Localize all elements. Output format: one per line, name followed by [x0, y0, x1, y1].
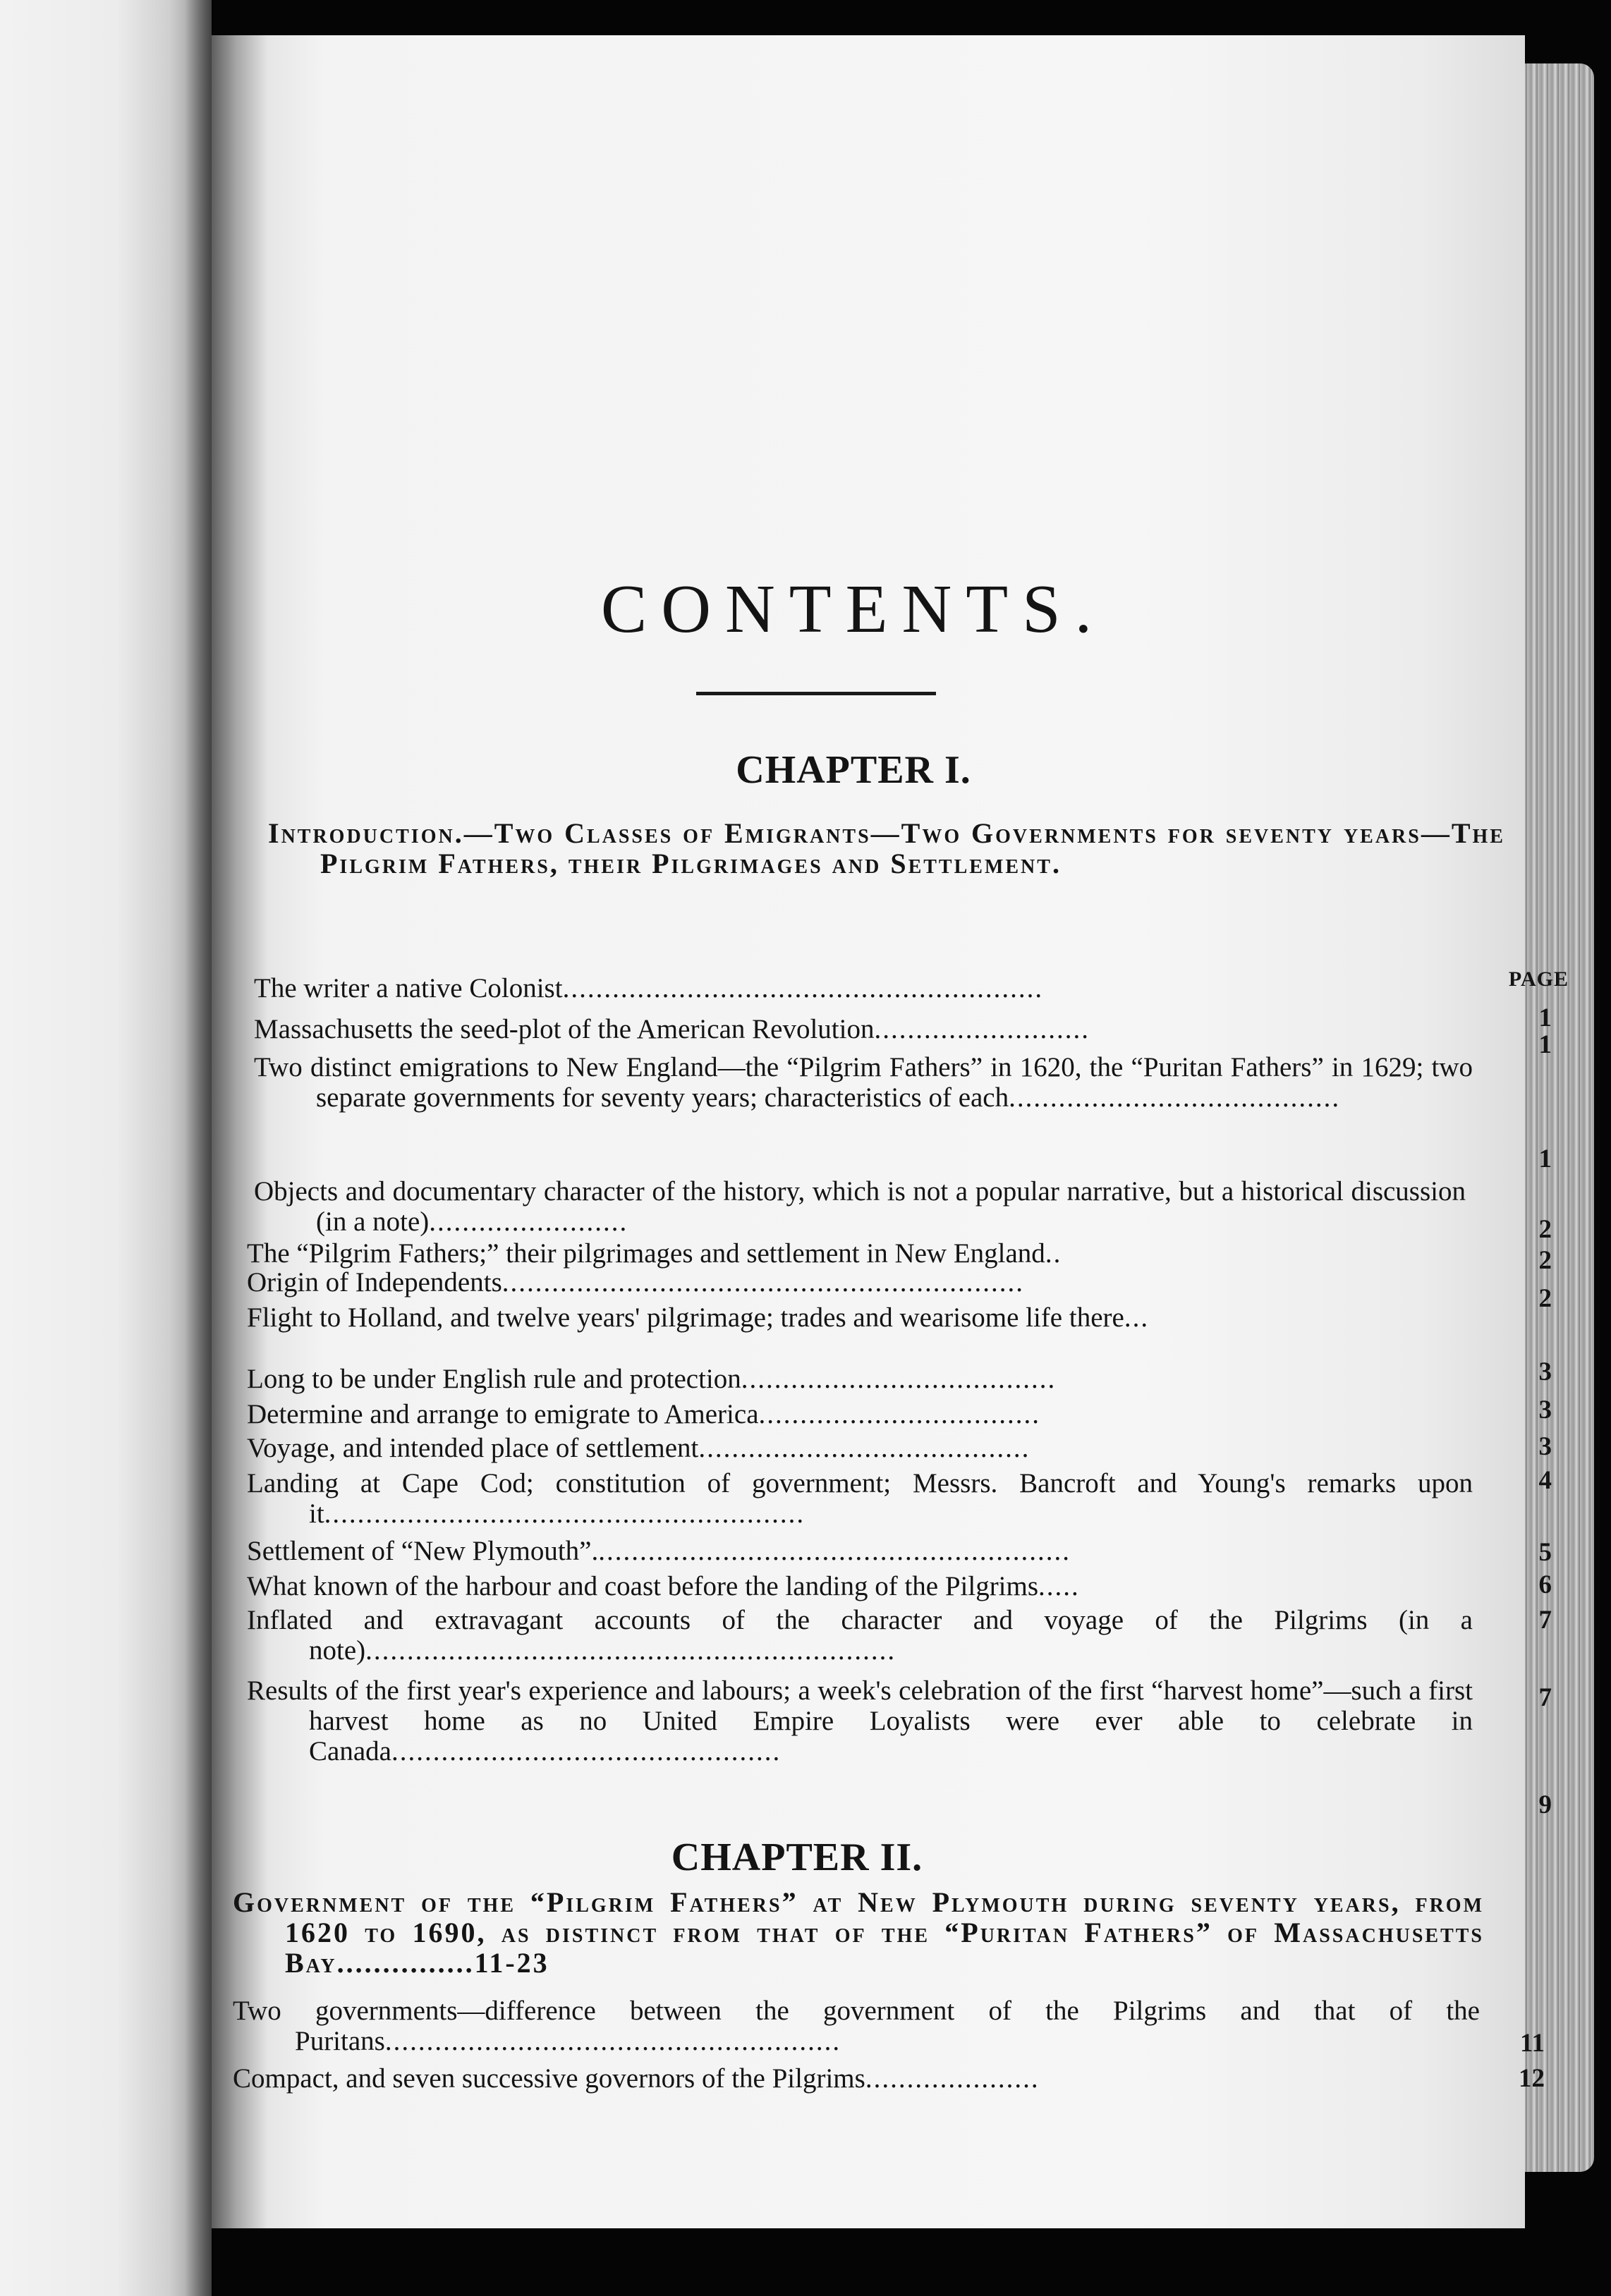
entry-page: 7 — [1538, 1683, 1552, 1712]
entry-text: Settlement of “New Plymouth”. — [247, 1536, 599, 1566]
gutter-shadow — [185, 0, 213, 2296]
entry-page: 1 — [1538, 1003, 1552, 1032]
toc-entry — [247, 1571, 1466, 1601]
entry-text: Two governments—difference between the government of the Pilgrims and that of the Puritans — [233, 1996, 1480, 2056]
book-page — [212, 35, 1569, 2228]
entry-text: The writer a native Colonist — [254, 973, 563, 1003]
chapter-summary: Introduction.—Two Classes of Emigrants—Two Governments for seventy years—The Pilgrim Fathers, their Pilgrimages and Settlement. — [268, 817, 1505, 879]
entry-text: What known of the harbour and coast before the landing of the Pilgrims — [247, 1571, 1039, 1601]
entry-text: Voyage, and intended place of settlement — [247, 1433, 699, 1463]
toc-entry — [247, 1675, 1473, 1766]
toc-entry — [233, 1996, 1480, 2056]
left-page-edge — [0, 0, 212, 2296]
entry-leader: .......................................................... — [324, 1498, 806, 1529]
toc-entry — [254, 973, 1459, 1003]
entry-page: 11 — [1520, 2029, 1545, 2058]
entry-page: 2 — [1538, 1284, 1552, 1313]
entry-leader: ... — [1124, 1302, 1150, 1333]
entry-page: 1 — [1538, 1144, 1552, 1173]
summary-text: Government of the “Pilgrim Fathers” at New Plymouth during seventy years, from 1620 to 1690, as distinct from that of the “Puritan Fathers” of Massachusetts Bay — [233, 1886, 1484, 1979]
entry-page: 7 — [1538, 1606, 1552, 1635]
page-column-label: PAGE — [1508, 967, 1569, 991]
toc-entry — [247, 1399, 1452, 1429]
entry-leader: ........................ — [429, 1207, 628, 1237]
toc-entry — [254, 1052, 1473, 1113]
chapter-heading: CHAPTER I. — [736, 748, 971, 792]
entry-text: Origin of Independents — [247, 1267, 502, 1297]
entry-text: Two distinct emigrations to New England—the “Pilgrim Fathers” in 1620, the “Puritan Fathers” in 1629; two separate governments for seventy years; characteristics of each — [254, 1052, 1473, 1113]
toc-entry — [247, 1364, 1452, 1394]
entry-page: 2 — [1538, 1215, 1552, 1244]
entry-leader: .. — [1045, 1238, 1062, 1269]
entry-page: 5 — [1538, 1538, 1552, 1567]
entry-leader: ............... — [336, 1947, 475, 1979]
entry-leader: ............................................... — [391, 1736, 782, 1766]
page-title: CONTENTS. — [600, 571, 1107, 647]
entry-text: Massachusetts the seed-plot of the American Revolution — [254, 1014, 875, 1044]
entry-text: Landing at Cape Cod; constitution of government; Messrs. Bancroft and Young's remarks upon it — [247, 1468, 1473, 1529]
toc-entry — [247, 1605, 1473, 1666]
toc-entry — [247, 1238, 1480, 1269]
entry-leader: ..... — [1038, 1571, 1080, 1601]
chapter-summary — [233, 1887, 1484, 1978]
page-content — [233, 35, 1569, 2228]
entry-page: 12 — [1519, 2064, 1545, 2093]
entry-text: Flight to Holland, and twelve years' pilgrimage; trades and wearisome life there — [247, 1302, 1124, 1333]
entry-leader: ........................................ — [1009, 1082, 1341, 1113]
toc-entry — [247, 1536, 1452, 1566]
toc-entry — [247, 1302, 1476, 1333]
toc-entry — [233, 2063, 1480, 2094]
toc-entry — [254, 1014, 1459, 1044]
toc-entry — [247, 1267, 1480, 1297]
entry-text: Results of the first year's experience and labours; a week's celebration of the first “harvest home”—such a first harvest home as no United Empire Loyalists were ever able to celebrate in Canada — [247, 1675, 1473, 1766]
entry-text: Objects and documentary character of the history, which is not a popular narrative, but a historical discussion (in a note) — [254, 1176, 1466, 1237]
entry-leader: ........................................ — [698, 1433, 1031, 1463]
entry-page: 3 — [1538, 1357, 1552, 1386]
entry-page: 6 — [1538, 1570, 1552, 1599]
entry-page: 1 — [1538, 1030, 1552, 1059]
entry-text: Long to be under English rule and protection — [247, 1364, 741, 1394]
page-edges — [1516, 63, 1594, 2172]
toc-entry — [247, 1468, 1473, 1529]
entry-text: Compact, and seven successive governors of the Pilgrims — [233, 2063, 865, 2094]
entry-page: 4 — [1538, 1466, 1552, 1495]
title-rule — [696, 692, 936, 695]
entry-page: 3 — [1538, 1432, 1552, 1461]
entry-page: 2 — [1538, 1246, 1552, 1275]
entry-leader: ..................... — [865, 2063, 1040, 2094]
entry-leader: ......................................................... — [598, 1536, 1071, 1566]
entry-leader: ...................................... — [741, 1364, 1057, 1394]
toc-entry — [254, 1176, 1466, 1237]
entry-text: The “Pilgrim Fathers;” their pilgrimages and settlement in New England — [247, 1238, 1045, 1269]
entry-page: 9 — [1538, 1790, 1552, 1819]
entry-leader: .......................................................... — [562, 973, 1044, 1003]
entry-text: Determine and arrange to emigrate to America — [247, 1399, 759, 1429]
entry-leader: .................................. — [758, 1399, 1040, 1429]
toc-entry — [247, 1433, 1452, 1463]
chapter-heading: CHAPTER II. — [671, 1836, 923, 1879]
entry-leader: ....................................................... — [384, 2026, 841, 2056]
entry-leader: ............................................................... — [501, 1267, 1024, 1297]
entry-leader: ................................................................ — [365, 1635, 896, 1666]
entry-leader: .......................... — [874, 1014, 1090, 1044]
entry-page: 3 — [1538, 1396, 1552, 1424]
entry-text: Inflated and extravagant accounts of the character and voyage of the Pilgrims (in a note) — [247, 1605, 1473, 1666]
summary-pages: 11-23 — [474, 1947, 549, 1979]
